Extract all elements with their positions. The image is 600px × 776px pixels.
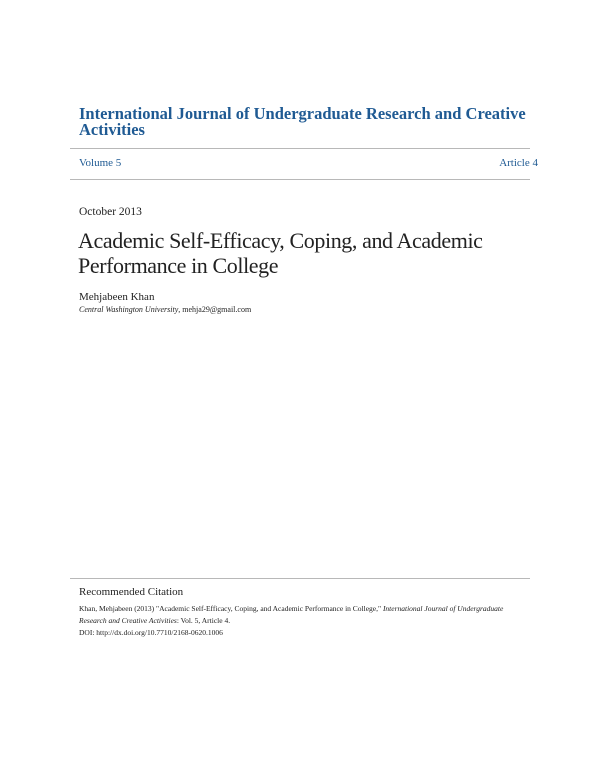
- citation-divider: [70, 578, 530, 579]
- citation-heading: Recommended Citation: [79, 586, 184, 598]
- citation-doi: DOI: http://dx.doi.org/10.7710/2168-0620.1006: [79, 628, 223, 637]
- affiliation-name: Central Washington University: [79, 305, 179, 314]
- publication-date: October 2013: [79, 206, 142, 218]
- paper-title: Academic Self-Efficacy, Coping, and Academic Performance in College: [78, 228, 483, 278]
- citation-prefix: Khan, Mehjabeen (2013) "Academic Self-Efficacy, Coping, and Academic Performance in College,": [79, 604, 383, 613]
- volume-link[interactable]: Volume 5: [79, 157, 122, 169]
- header-divider-top: [70, 148, 530, 149]
- author-name: Mehjabeen Khan: [79, 291, 155, 303]
- citation-journal: International Journal of Undergraduate Research and Creative Activities: [79, 604, 504, 625]
- header-divider-bottom: [70, 179, 530, 180]
- affiliation-separator: ,: [178, 305, 183, 314]
- author-email: mehja29@gmail.com: [182, 305, 252, 314]
- article-link[interactable]: Article 4: [499, 157, 538, 169]
- citation-text: [79, 603, 524, 639]
- journal-title-link[interactable]: International Journal of Undergraduate Research and Creative Activities: [79, 104, 526, 139]
- citation-suffix: : Vol. 5, Article 4.: [176, 616, 231, 625]
- author-affiliation: [79, 305, 251, 314]
